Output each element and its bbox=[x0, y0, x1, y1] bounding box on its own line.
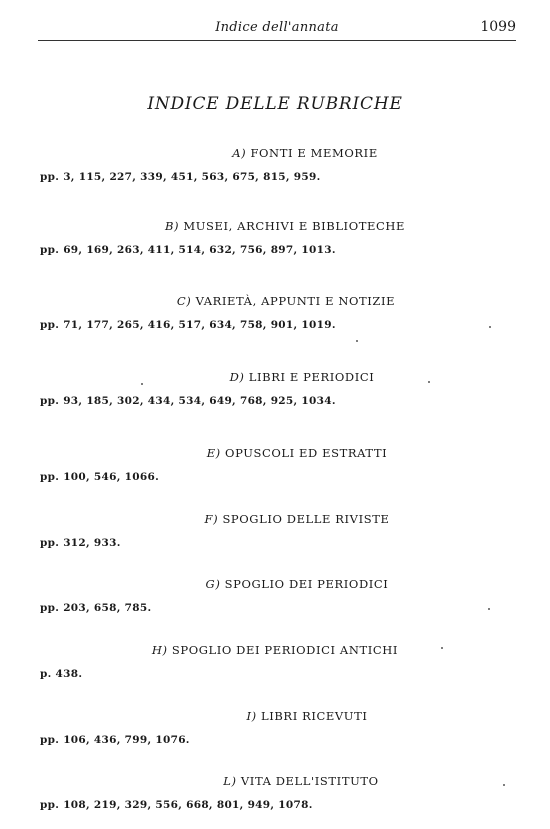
section-letter: L) bbox=[223, 774, 237, 788]
page-number: 1099 bbox=[480, 19, 516, 35]
section-pages: pp. 203, 658, 785. bbox=[40, 602, 152, 614]
section-title: SPOGLIO DEI PERIODICI bbox=[224, 577, 389, 591]
scan-speck bbox=[428, 381, 430, 383]
section-heading bbox=[0, 709, 550, 723]
scan-speck bbox=[356, 340, 358, 342]
scan-speck bbox=[489, 326, 491, 328]
section-letter: B) bbox=[164, 219, 180, 233]
section-pages: p. 438. bbox=[40, 668, 83, 680]
section-heading bbox=[0, 294, 550, 308]
running-head bbox=[38, 18, 516, 41]
section-pages: pp. 71, 177, 265, 416, 517, 634, 758, 901, 1019. bbox=[40, 319, 336, 331]
section-pages: pp. 108, 219, 329, 556, 668, 801, 949, 1078. bbox=[40, 799, 313, 811]
section-letter: C) bbox=[176, 294, 192, 308]
section-letter: G) bbox=[205, 577, 221, 591]
scan-speck bbox=[441, 647, 443, 649]
section-title: LIBRI RICEVUTI bbox=[261, 709, 368, 723]
section-letter: H) bbox=[151, 643, 168, 657]
section-letter: A) bbox=[232, 146, 247, 160]
section-pages: pp. 106, 436, 799, 1076. bbox=[40, 734, 190, 746]
section-heading bbox=[0, 577, 550, 591]
section-title: FONTI E MEMORIE bbox=[250, 146, 378, 160]
section-heading bbox=[0, 774, 550, 788]
section-heading bbox=[0, 370, 550, 384]
section-heading bbox=[0, 446, 550, 460]
section-title: SPOGLIO DELLE RIVISTE bbox=[222, 512, 390, 526]
scan-speck bbox=[141, 383, 143, 385]
section-title: MUSEI, ARCHIVI E BIBLIOTECHE bbox=[183, 219, 406, 233]
section-heading bbox=[0, 643, 550, 657]
section-letter: F) bbox=[204, 512, 219, 526]
section-heading bbox=[0, 146, 550, 160]
running-title: Indice dell'annata bbox=[215, 20, 339, 35]
section-pages: pp. 100, 546, 1066. bbox=[40, 471, 160, 483]
page-title: INDICE DELLE RUBRICHE bbox=[147, 94, 403, 114]
section-pages: pp. 93, 185, 302, 434, 534, 649, 768, 925, 1034. bbox=[40, 395, 336, 407]
section-title: LIBRI E PERIODICI bbox=[248, 370, 375, 384]
section-title: SPOGLIO DEI PERIODICI ANTICHI bbox=[171, 643, 399, 657]
scan-speck bbox=[503, 784, 505, 786]
section-letter: I) bbox=[246, 709, 257, 723]
section-pages: pp. 3, 115, 227, 339, 451, 563, 675, 815, 959. bbox=[40, 171, 321, 183]
section-title: VARIETÀ, APPUNTI E NOTIZIE bbox=[195, 294, 396, 308]
section-title: VITA DELL'ISTITUTO bbox=[240, 774, 379, 788]
section-pages: pp. 69, 169, 263, 411, 514, 632, 756, 897, 1013. bbox=[40, 244, 336, 256]
section-heading bbox=[0, 219, 550, 233]
section-heading bbox=[0, 512, 550, 526]
scan-speck bbox=[488, 608, 490, 610]
section-title: OPUSCOLI ED ESTRATTI bbox=[225, 446, 388, 460]
section-letter: D) bbox=[229, 370, 245, 384]
section-pages: pp. 312, 933. bbox=[40, 537, 121, 549]
section-letter: E) bbox=[206, 446, 221, 460]
